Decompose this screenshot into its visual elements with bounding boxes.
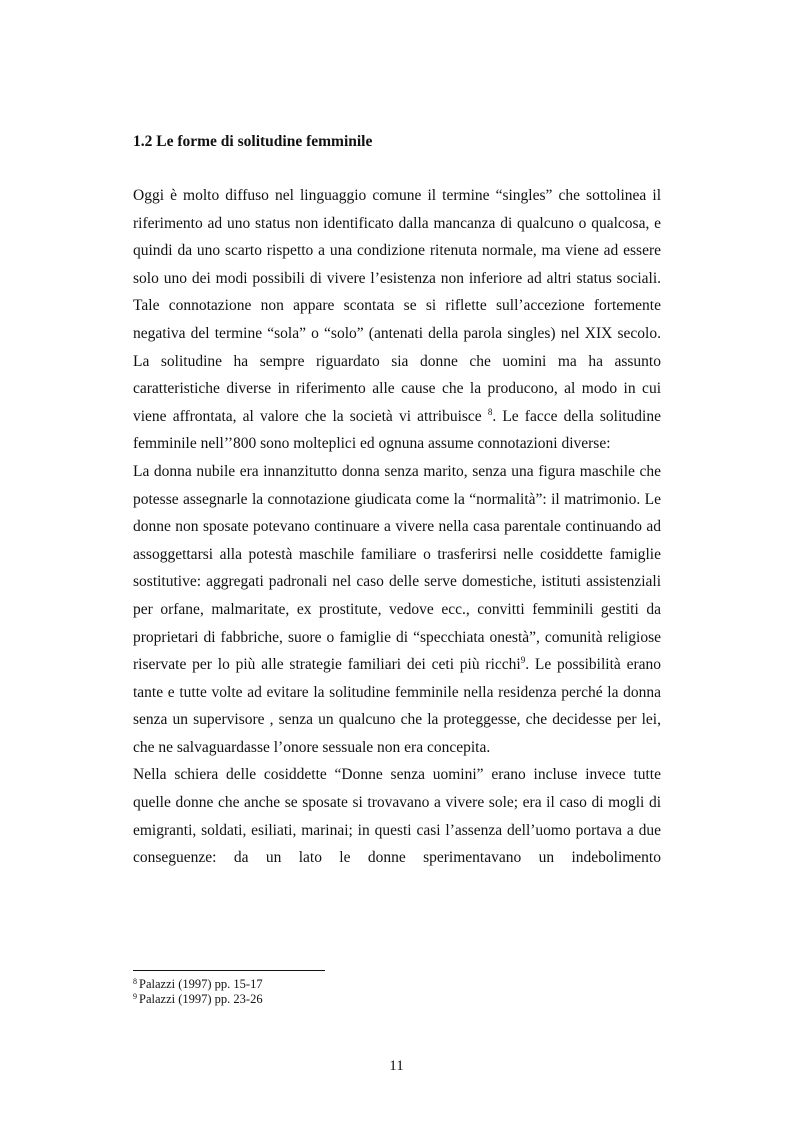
paragraph-1-text-b: . Le facce della solitudine femminile nell’’800 sono molteplici ed ognuna assume connotazioni diverse: [133,407,661,453]
paragraph-2 [133,458,661,762]
paragraph-3 [133,761,661,871]
footnote-9 [133,992,263,1007]
body-text [133,182,661,872]
footnote-ref-8[interactable]: 8 [487,406,493,417]
footnote-text: Palazzi (1997) pp. 23-26 [139,992,263,1006]
page-number: 11 [389,1058,404,1074]
footnote-text: Palazzi (1997) pp. 15-17 [139,977,263,991]
footnote-number: 8 [133,977,137,986]
paragraph-2-text-b: . Le possibilità erano tante e tutte volte ad evitare la solitudine femminile nella residenza perché la donna senza un supervisore , senza un qualcuno che la proteggesse, che decidesse per lei, che ne salvaguardasse l’onore sessuale non era concepita. [133,656,661,756]
footnote-separator [133,970,325,971]
footnote-number: 9 [133,992,137,1001]
paragraph-3-text-a: Nella schiera delle cosiddette “Donne senza uomini” erano incluse invece tutte quelle donne che anche se sposate si trovavano a vivere sole; era il caso di mogli di emigranti, soldati, esiliati, marinai; in questi casi l’assenza dell’uomo portava a due conseguenze: da un lato le donne sperimentavano un indebolimento [133,766,661,867]
paragraph-1-text-a: Oggi è molto diffuso nel linguaggio comune il termine “singles” che sottolinea il riferimento ad uno status non identificato dalla mancanza di qualcuno o qualcosa, e quindi da uno scarto rispetto a una condizione ritenuta normale, ma viene ad essere solo uno dei modi possibili di vivere l’esistenza non inferiore ad altri status sociali. Tale connotazione non appare scontata se si riflette sull’accezione fortemente negativa del termine “sola” o “solo” (antenati della parola singles) nel XIX secolo. La solitudine ha sempre riguardato sia donne che uomini ma ha assunto caratteristiche diverse in riferimento alle cause che la producono, al modo in cui viene affrontata, al valore che la società vi attribuisce [133,187,661,425]
footnote-8 [133,977,263,992]
paragraph-2-text-a: La donna nubile era innanzitutto donna senza marito, senza una figura maschile che potesse assegnarle la connotazione giudicata come la “normalità”: il matrimonio. Le donne non sposate potevano continuare a vivere nella casa parentale continuando ad assoggettarsi alla potestà maschile familiare o trasferirsi nelle cosiddette famiglie sostitutive: aggregati padronali nel caso delle serve domestiche, istituti assistenziali per orfane, malmaritate, ex prostitute, vedove ecc., convitti femminili gestiti da proprietari di fabbriche, suore o famiglie di “specchiata onestà”, comunità religiose riservate per lo più alle strategie familiari dei ceti più ricchi [133,462,661,674]
section-heading: 1.2 Le forme di solitudine femminile [133,133,373,150]
paragraph-1 [133,182,661,458]
footnotes [133,977,263,1007]
footnote-ref-9[interactable]: 9 [520,655,526,666]
